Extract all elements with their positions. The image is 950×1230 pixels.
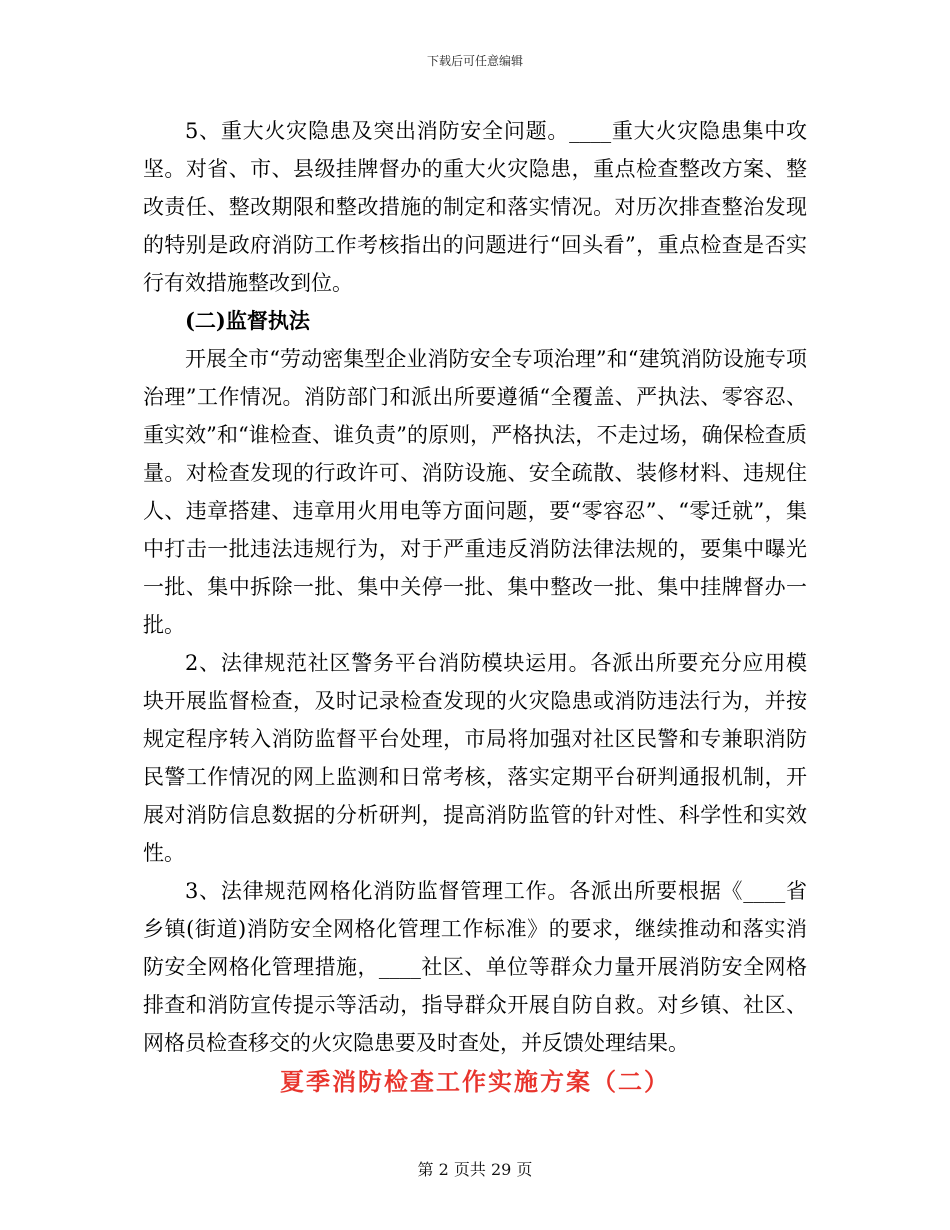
section-title: 夏季消防检查工作实施方案（二）: [280, 1067, 670, 1096]
section-heading-supervision: (二)监督执法: [185, 308, 310, 333]
page-footer: 第 2 页共 29 页: [417, 1160, 533, 1179]
document-body: [143, 112, 807, 1102]
paragraph-item-5: 5、重大火灾隐患及突出消防安全问题。____重大火灾隐患集中攻坚。对省、市、县级挂牌督办的重大火灾隐患，重点检查整改方案、整改责任、整改期限和整改措施的制定和落实情况。对历次排查整治发现的特别是政府消防工作考核指出的问题进行“回头看”，重点检查是否实行有效措施整改到位。: [143, 119, 807, 295]
page-header: 下载后可任意编辑: [426, 54, 523, 68]
paragraph-campaign: 开展全市“劳动密集型企业消防安全专项治理”和“建筑消防设施专项治理”工作情况。消防部门和派出所要遵循“全覆盖、严执法、零容忍、重实效”和“谁检查、谁负责”的原则，严格执法，不走过场，确保检查质量。对检查发现的行政许可、消防设施、安全疏散、装修材料、违规住人、违章搭建、违章用火用电等方面问题，要“零容忍”、“零迁就”，集中打击一批违法违规行为，对于严重违反消防法律法规的，要集中曝光一批、集中拆除一批、集中关停一批、集中整改一批、集中挂牌督办一批。: [143, 347, 807, 637]
paragraph-item-3: 3、法律规范网格化消防监督管理工作。各派出所要根据《____省乡镇(街道)消防安全网格化管理工作标准》的要求，继续推动和落实消防安全网格化管理措施，____社区、单位等群众力量开展消防安全网格排查和消防宣传提示等活动，指导群众开展自防自救。对乡镇、社区、网格员检查移交的火灾隐患要及时查处，并反馈处理结果。: [143, 879, 807, 1055]
paragraph-item-2: 2、法律规范社区警务平台消防模块运用。各派出所要充分应用模块开展监督检查，及时记录检查发现的火灾隐患或消防违法行为，并按规定程序转入消防监督平台处理，市局将加强对社区民警和专兼职消防民警工作情况的网上监测和日常考核，落实定期平台研判通报机制，开展对消防信息数据的分析研判，提高消防监管的针对性、科学性和实效性。: [143, 651, 807, 865]
